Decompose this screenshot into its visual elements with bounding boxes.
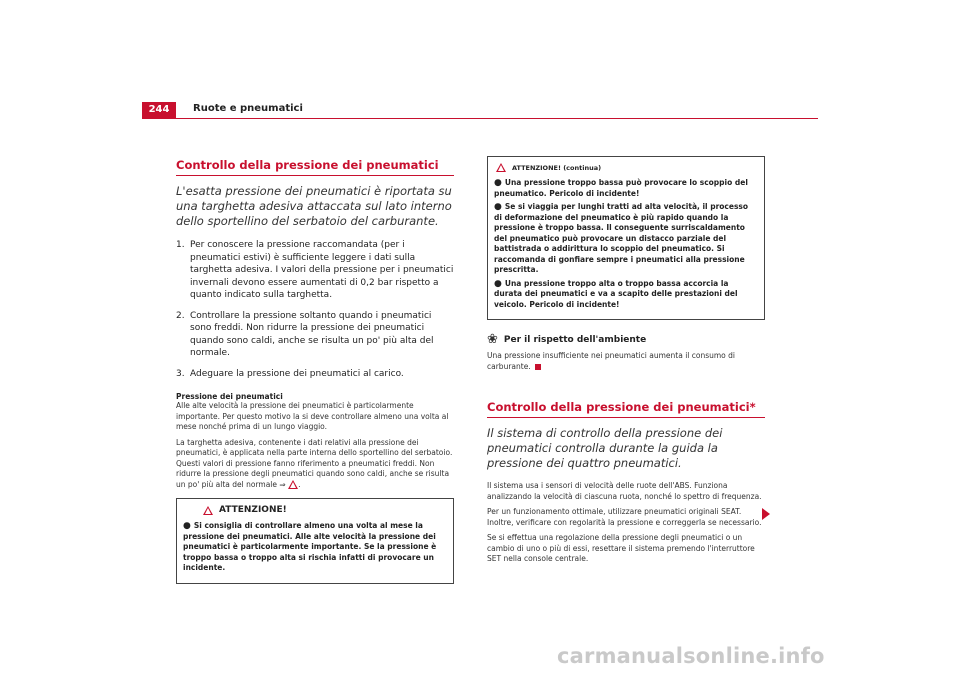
steps-list: [176, 239, 454, 380]
list-item: 3. Adeguare la pressione dei pneumatici al carico.: [176, 368, 404, 379]
section-intro: L'esatta pressione dei pneumatici è riportata su una targhetta adesiva attaccata sul lato interno dello sportellino del serbatoio del carburante.: [176, 184, 452, 228]
left-column: [176, 158, 454, 584]
paragraph: La targhetta adesiva, contenente i dati relativi alla pressione dei pneumatici, è applicata nella parte interna dello sportellino del serbatoio. Questi valori di pressione fanno riferimento a pneumatici freddi. Non ridurre la pressione degli pneumatici quando sono caldi, anche se risulta un po' più alta del normale ⇒ .: [176, 437, 453, 489]
page-number: 244: [142, 102, 176, 118]
list-item: 1. Per conoscere la pressione raccomandata (per i pneumatici estivi) è sufficiente leggere i dati sulla targhetta adesiva. I valori della pressione per i pneumatici invernali devono essere aumentati di 0,2 bar rispetto a quanto indicato sulla targhetta.: [176, 240, 454, 300]
paragraph: Alle alte velocità la pressione dei pneumatici è particolarmente importante. Per questo motivo la si deve controllare almeno una volta al mese nonché prima di un lungo viaggio.: [176, 401, 449, 431]
warning-box: [176, 498, 454, 584]
environment-text: Una pressione insufficiente nei pneumatici aumenta il consumo di carburante.: [487, 351, 735, 371]
section-intro: Il sistema di controllo della pressione dei pneumatici controlla durante la guida la pressione dei quattro pneumatici.: [487, 426, 723, 470]
warning-icon[interactable]: [288, 480, 298, 489]
right-column: [487, 156, 765, 570]
section-title: Controllo della pressione dei pneumatici*: [487, 400, 765, 418]
flower-icon: ❀: [487, 332, 498, 347]
warning-bullet: ● Se si viaggia per lunghi tratti ad alta velocità, il processo di deformazione del pneumatico è più rapido quando la pressione è troppo bassa. Il conseguente surriscaldamento del pneumatico può provocare un distacco parziale del battistrada o addirittura lo scoppio del pneumatico. Si raccomanda di gonfiare sempre i pneumatici alla pressione prescritta.: [494, 202, 749, 274]
paragraph: Il sistema usa i sensori di velocità delle ruote dell'ABS. Funziona analizzando la velocità di ciascuna ruota, nonché lo spettro di frequenza.: [487, 481, 762, 501]
subheading: Pressione dei pneumatici: [176, 392, 283, 401]
warning-bullet: ● Si consiglia di controllare almeno una volta al mese la pressione dei pneumatici. Alle alte velocità la pressione dei pneumatici è particolarmente importante. Se la pressione è troppo bassa o troppo alta si rischia infatti di provocare un incidente.: [183, 521, 437, 572]
warning-icon: [203, 506, 213, 515]
warning-title: ATTENZIONE!: [203, 505, 447, 515]
environment-title: ❀ Per il rispetto dell'ambiente: [487, 332, 647, 347]
warning-box-continued: [487, 156, 765, 320]
paragraph: Se si effettua una regolazione della pressione degli pneumatici o un cambio di uno o più di essi, resettare il sistema premendo l'interruttore SET nella console centrale.: [487, 533, 755, 563]
next-page-arrow-icon[interactable]: [762, 508, 770, 520]
header-rule: [142, 118, 818, 119]
paragraph: Per un funzionamento ottimale, utilizzare pneumatici originali SEAT. Inoltre, verificare con regolarità la pressione e correggerla se necessario.: [487, 507, 762, 527]
section-title: Controllo della pressione dei pneumatici: [176, 158, 454, 176]
warning-icon: [496, 163, 506, 172]
warning-bullet: ● Una pressione troppo bassa può provocare lo scoppio del pneumatico. Pericolo di incidente!: [494, 178, 748, 198]
warning-title: ATTENZIONE! (continua): [496, 163, 758, 172]
end-mark-icon: [535, 364, 541, 370]
watermark: carmanualsonline.info: [557, 644, 825, 668]
list-item: 2. Controllare la pressione soltanto quando i pneumatici sono freddi. Non ridurre la pressione dei pneumatici quando sono caldi, anche se risulta un po' più alta del normale.: [176, 310, 434, 358]
warning-bullet: ● Una pressione troppo alta o troppo bassa accorcia la durata dei pneumatici e va a scapito delle prestazioni del veicolo. Pericolo di incidente!: [494, 278, 738, 309]
page-header-title: Ruote e pneumatici: [193, 103, 303, 114]
